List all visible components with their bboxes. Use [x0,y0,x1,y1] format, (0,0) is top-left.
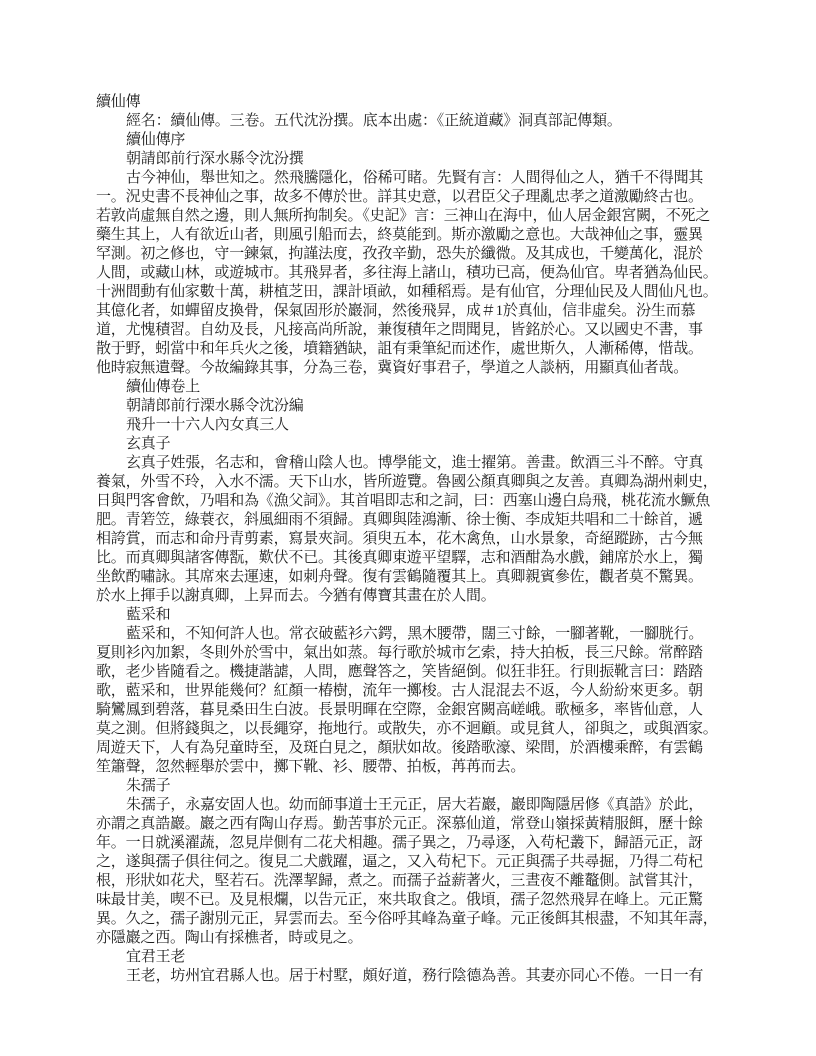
text-line: 肥。青箬笠，綠蓑衣，斜風細雨不須歸。真卿與陸鴻漸、徐士衡、李成矩共唱和二十餘首，遞 [96,512,703,528]
text-line: 朱孺子 [126,778,171,794]
text-line: 道，尤愧積習。自幼及長，凡接高尚所說，兼復積年之問聞見，皆銘於心。又以國史不書，事 [96,322,703,338]
text-line: 玄真子 [126,436,171,452]
text-line: 味最甘美，喫不已。及見根爛，以告元正，來共取食之。俄頃，孺子忽然飛昇在峰上。元正驚 [96,892,703,908]
text-line: 養氣，外雪不玲，入水不濡。天下山水，皆所遊覽。魯國公顏真卿與之友善。真卿為湖州刺史， [96,474,718,490]
text-line: 異。久之，孺子謝別元正，昇雲而去。至今俗呼其峰為童子峰。元正後餌其根盡，不知其年壽， [96,911,718,927]
text-line: 一。況史書不長神仙之事，故多不傳於世。詳其史意，以君臣父子理亂忠孝之道激勵終古也。 [96,189,703,205]
text-line: 飛升一十六人內女真三人 [126,417,289,433]
text-line: 坐飲酌嘯詠。其席來去運速，如刺舟聲。復有雲鶴隨覆其上。真卿親賓參佐，觀者莫不驚異。 [96,569,703,585]
text-block [96,93,728,986]
text-line: 周遊天下，人有為兒童時至，及斑白見之，顏狀如故。後踏歌濠、梁間，於酒樓乘醉，有雲鶴 [96,740,703,756]
text-line: 亦隱巖之西。陶山有採樵者，時或見之。 [96,930,363,946]
text-line: 之，遂與孺子俱往伺之。復見二犬戲躍，逼之，又入苟杞下。元正與孺子共尋掘，乃得二苟杞 [96,854,703,870]
text-line: 朱孺子，永嘉安固人也。幼而師事道士王元正，居大若巖，巖即陶隱居修《真誥》於此， [126,797,704,813]
text-line: 藍采和，不知何許人也。常衣破藍衫六鍔，黑木腰帶，闊三寸餘，一腳著靴，一腳胱行。 [126,626,704,642]
text-line: 藍采和 [126,607,171,623]
text-line: 比。而真卿與諸客傳翫，歎伏不已。其後真卿東遊平望驛，志和酒酣為水戲，鋪席於水上，獨 [96,550,703,566]
text-line: 騎鸞鳳到碧落，暮見桑田生白波。長景明暉在空際，金銀宮闕高嵯峨。歌極多，率皆仙意，人 [96,702,703,718]
text-line: 於水上揮手以謝真卿，上昇而去。今猶有傳寶其畫在於人間。 [96,588,496,604]
text-line: 經名：續仙傳。三卷。五代沈汾撰。底本出處：《正統道藏》洞真部記傳類。 [126,113,622,129]
text-line: 王老，坊州宜君縣人也。居于村墅，頗好道，務行陰德為善。其妻亦同心不倦。一日一有 [126,968,704,984]
text-line: 日與門客會飲，乃唱和為《漁父詞》。其首唱即志和之詞，曰：西塞山邊白烏飛，桃花流水鱖魚 [96,493,711,509]
text-line: 亦謂之真誥巖。巖之西有陶山存焉。勤苦事於元正。深慕仙道，常登山嶺採黃精服餌，歷十餘 [96,816,703,832]
text-line: 續仙傳卷上 [126,379,201,395]
text-line: 若敦尚虛無自然之邊，則人無所拘制矣。《史記》言：三神山在海中，仙人居金銀宮闕，不死之 [96,208,711,224]
text-line: 人間，或藏山林，或遊城市。其飛昇者，多往海上諸山，積功已高，便為仙官。卑者猶為仙民。 [96,265,718,281]
text-line: 玄真子姓張，名志和，會稽山陰人也。博學能文，進士擢第。善畫。飲酒三斗不醉。守真 [126,455,704,471]
text-line: 朝請郎前行溧水縣令沈汾編 [126,398,304,414]
text-line: 歌，老少皆隨看之。機捷諧謔，人問，應聲答之，笑皆絕倒。似狂非狂。行則振靴言曰：踏踏 [96,664,703,680]
text-line: 根，形狀如花犬，堅若石。洗澤挈歸，煮之。而孺子益薪著火，三晝夜不離鼇側。試嘗其汁， [96,873,703,889]
text-line: 罕測。初之修也，守一鍊氣，拘謹法度，孜孜辛勤，恐失於纖微。及其成也，千變萬化，混於 [96,246,703,262]
text-line: 散于野，蚓當中和年兵火之後，墳籍猶缺，詛有秉筆紀而述作，處世斯久，人漸稀傳，惜哉。 [96,341,703,357]
text-line: 古今神仙，舉世知之。然飛騰隱化，俗稀可睹。先賢有言：人間得仙之人，猶千不得聞其 [126,170,704,186]
text-line: 其億化者，如蟬留皮換骨，保氣固形於巖洞，然後飛昇，成＃1於真仙，信非虛矣。汾生而慕 [96,303,696,319]
text-line: 歌，藍采和，世界能幾何？紅顏一椿樹，流年一擲梭。古人混混去不返，今人紛紛來更多。朝 [96,683,703,699]
text-line: 相誇賞，而志和命丹青剪素，寫景夾詞。須臾五本，花木禽魚，山水景象，奇絕蹤跡，古今無 [96,531,703,547]
text-line: 藥生其上，人有欲近山者，則風引船而去，終莫能到。斯亦激勵之意也。大哉神仙之事，靈異 [96,227,703,243]
text-line: 他時寂無遺聲。今故編錄其事，分為三卷，冀資好事君子，學道之人談柄，用顯真仙者哉。 [96,360,689,376]
text-line: 十洲間動有仙家數十萬，耕植芝田，課計頃畝，如種稻焉。是有仙官，分理仙民及人間仙凡也。 [96,284,718,300]
text-line: 年。一日就溪濯蔬，忽見岸側有二花犬相趣。孺子異之，乃尋逐，入苟杞叢下，歸語元正，訝 [96,835,703,851]
text-line: 續仙傳 [96,94,141,110]
text-line: 笙簫聲，忽然輕舉於雲中，擲下靴、衫、腰帶、拍板，苒苒而去。 [96,759,526,775]
text-line: 續仙傳序 [126,132,186,148]
text-line: 朝請郎前行深水縣令沈汾撰 [126,151,304,167]
text-line: 夏則衫內加絮，冬則外於雪中，氣出如蒸。每行歌於城市乞索，持大拍板，長三尺餘。常醉踏 [96,645,703,661]
text-line: 莫之測。但將錢與之，以長繩穿，拖地行。或散失，亦不迴顧。或見貧人，卻與之，或與酒家。 [96,721,718,737]
text-line: 宜君王老 [126,949,186,965]
